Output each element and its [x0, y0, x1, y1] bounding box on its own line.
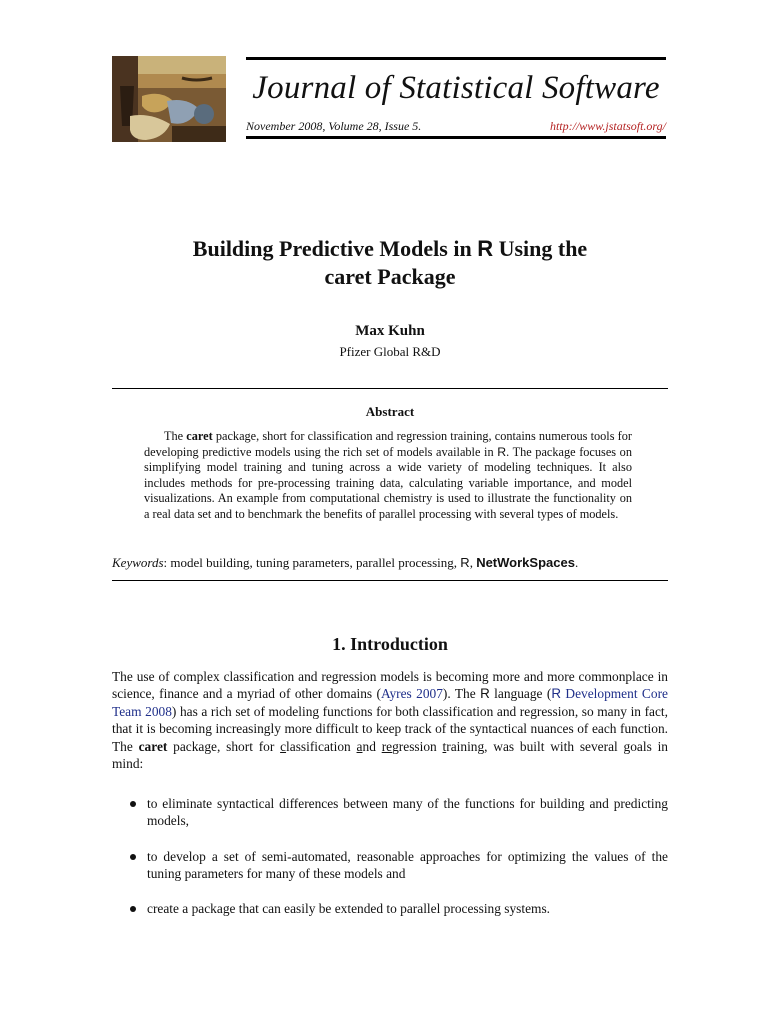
citation-ayres-2007[interactable]: Ayres 2007 — [381, 686, 443, 702]
author-name: Max Kuhn — [355, 323, 425, 339]
journal-logo-image — [112, 56, 226, 142]
journal-url-link[interactable]: http://www.jstatsoft.org/ — [549, 119, 666, 133]
abstract-top-rule — [112, 388, 668, 389]
journal-title: Journal of Statistical Software — [252, 70, 660, 106]
citation-r-core-team-2008[interactable]: R Development Core Team 2008 — [112, 686, 668, 719]
header-bottom-rule — [246, 136, 666, 139]
abstract-bottom-rule — [112, 580, 668, 581]
author-affiliation: Pfizer Global R&D — [339, 344, 441, 359]
issue-info: November 2008, Volume 28, Issue 5. — [246, 119, 422, 133]
header-top-rule — [246, 57, 666, 60]
abstract-heading: Abstract — [365, 404, 415, 419]
section-heading-introduction: 1. Introduction — [332, 634, 448, 654]
paper-title-line-1: Building Predictive Models in R Using the — [192, 236, 588, 261]
keywords-line: Keywords: model building, tuning parameters, parallel processing, R, NetWorkSpaces. — [112, 555, 579, 570]
goal-list-item: to eliminate syntactical differences between many of the functions for building and predicting models, — [130, 795, 668, 830]
goal-list-item: to develop a set of semi-automated, reasonable approaches for optimizing the values of the tuning parameters for many of these models and — [130, 848, 668, 883]
paper-title-line-2: caret Package — [324, 264, 456, 289]
bullet-icon — [130, 801, 136, 807]
goal-list-item: create a package that can easily be extended to parallel processing systems. — [130, 900, 668, 917]
bullet-icon — [130, 854, 136, 860]
abstract-text: The caret package, short for classification and regression training, contains numerous tools for developing predictive models using the rich set of models available in R. The package focuses on simplifying model training and tuning across a wide variety of modeling techniques. It also includes methods for pre-processing training data, calculating variable importance, and model visualizations. An example from computational chemistry is used to illustrate the functionality on a real data set and to benchmark the benefits of parallel processing with several types of models. — [144, 429, 632, 521]
introduction-paragraph: The use of complex classification and regression models is becoming more and more commonplace in science, finance and a myriad of other domains (Ayres 2007). The R language (R Development Core Team 2008) has a rich set of modeling functions for both classification and regression, so many in fact, that it is becoming increasingly more difficult to keep track of the syntactical nuances of each function. The caret package, short for classification and regression training, was built with several goals in mind: — [112, 669, 668, 772]
bullet-icon — [130, 906, 136, 912]
